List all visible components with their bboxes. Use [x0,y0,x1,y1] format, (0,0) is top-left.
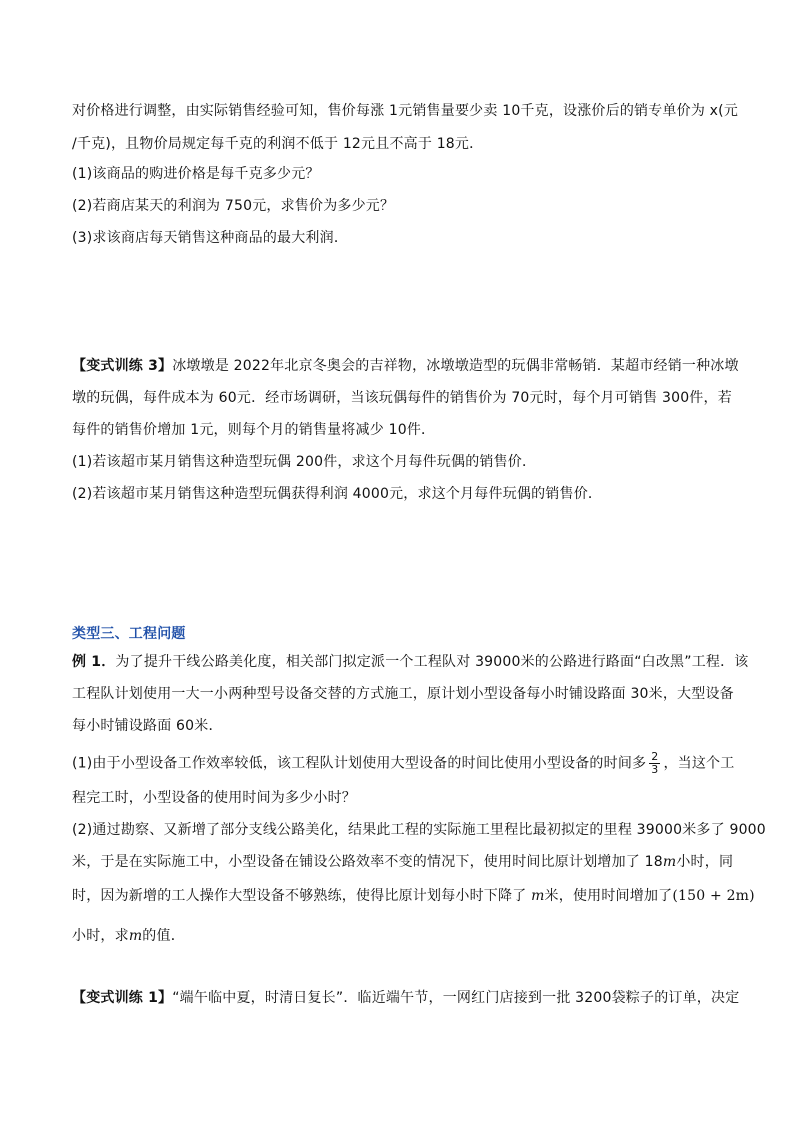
question-text: (1)由于小型设备工作效率较低，该工程队计划使用大型设备的时间比使用小型设备的时间多 [72,755,647,772]
question-text: 米，于是在实际施工中，小型设备在铺设公路效率不变的情况下，使用时间比原计划增加了 18 [72,854,663,870]
section-title: 类型三、工程问题 [72,626,186,642]
variant-3-line [72,356,739,376]
example-tag: 例 1． [72,654,116,670]
variant-1-line [72,988,739,1008]
example-question-2-cont [72,852,733,872]
question-text: 小时，同 [676,854,734,870]
example-line: 工程队计划使用一大一小两种型号设备交替的方式施工，原计划小型设备每小时铺设路面 30米，大型设备 [72,686,734,702]
fraction-denominator: 3 [651,763,659,776]
variant-3-line: 每件的销售价增加 1元，则每个月的销售量将减少 10件． [72,422,436,438]
example-question-2: (2)通过勘察、又新增了部分支线公路美化，结果此工程的实际施工里程比最初拟定的里程 39000米多了 9000 [72,822,766,838]
question-text: 小时，求 [72,928,129,944]
variant-3-text: 冰墩墩是 2022年北京冬奥会的吉祥物，冰墩墩造型的玩偶非常畅销．某超市经销一种冰墩 [172,358,739,374]
math-variable: m [128,928,143,944]
example-line [72,652,749,672]
question-text: ，当这个工 [663,755,735,772]
variant-3-question-1: (1)若该超市某月销售这种造型玩偶 200件，求这个月每件玩偶的销售价． [72,454,537,470]
fraction [649,751,660,776]
question-text: 的值． [142,928,185,944]
variant-3-tag: 【变式训练 3】 [72,358,173,374]
math-variable: m [531,888,545,904]
example-question-2-cont [72,886,755,906]
variant-3-question-2: (2)若该超市某月销售这种造型玩偶获得利润 4000元，求这个月每件玩偶的销售价． [72,486,603,502]
question-text: 时，因为新增的工人操作大型设备不够熟练，使得比原计划每小时下降了 [72,888,532,904]
example-question-2-cont [72,926,185,946]
variant-3-line: 墩的玩偶，每件成本为 60元．经市场调研，当该玩偶每件的销售价为 70元时，每个月可销售 300件，若 [72,390,732,406]
example-line: 每小时铺设路面 60米． [72,718,223,734]
variant-1-text: “端午临中夏，时清日复长”．临近端午节，一网红门店接到一批 3200袋粽子的订单，决定 [172,990,740,1006]
math-variable: m [662,854,677,870]
variant-1-tag: 【变式训练 1】 [72,990,173,1006]
question-text: 米，使用时间增加了 [544,888,673,904]
question-1: (1)该商品的购进价格是每千克多少元？ [72,166,320,182]
fraction-numerator: 2 [651,750,659,763]
example-question-1-cont: 程完工时，小型设备的使用时间为多少小时？ [72,790,356,806]
question-3: (3)求该商店每天销售这种商品的最大利润． [72,230,349,246]
problem-text-line: 对价格进行调整，由实际销售经验可知，售价每涨 1元销售量要少卖 10千克，设涨价后的销专单价为 x(元 [72,103,739,119]
problem-text-line: /千克)，且物价局规定每千克的利润不低于 12元且不高于 18元． [72,136,484,152]
example-text: 为了提升干线公路美化度，相关部门拟定派一个工程队对 39000米的公路进行路面“白改黑”工程．该 [115,654,749,670]
question-2: (2)若商店某天的利润为 750元，求售价为多少元？ [72,198,395,214]
example-question-1 [72,751,734,776]
math-expression: (150 + 2m) [672,888,755,904]
